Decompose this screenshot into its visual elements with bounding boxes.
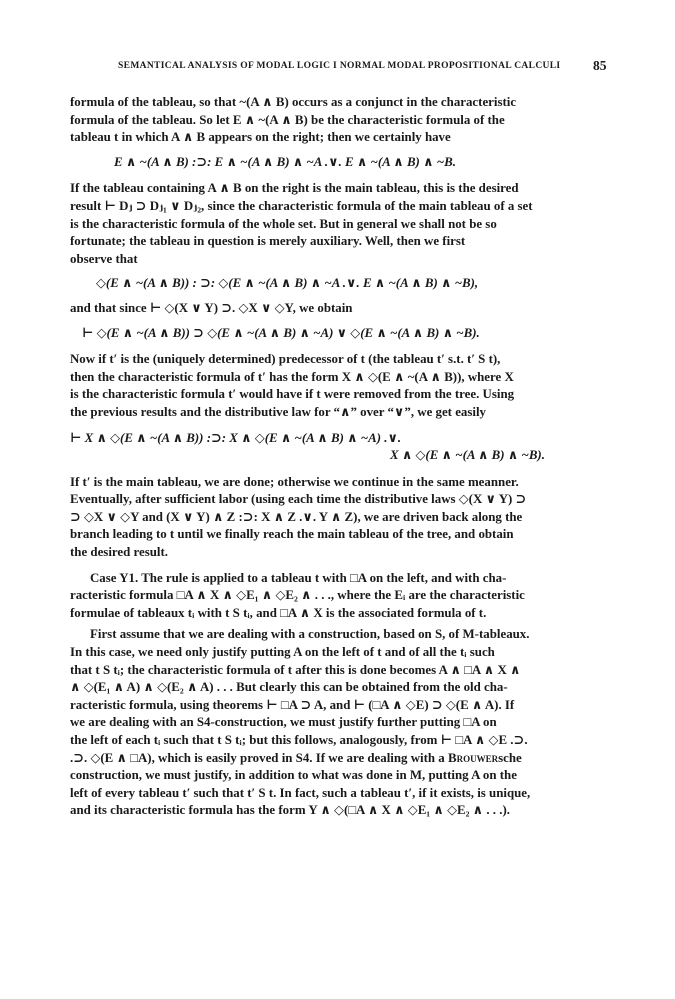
text-line: ∧ ◇(E₁ ∧ A) ∧ ◇(E₂ ∧ A) . . . But clearly this can be obtained from the old cha- [70,680,508,695]
text-line: is the characteristic formula of the whole set. But in general we shall not be so [70,216,497,231]
text-line: Now if t′ is the (uniquely determined) predecessor of t (the tableau t′ s.t. t′ S t), [70,352,501,367]
display-formula-5: X ∧ ◇(E ∧ ~(A ∧ B) ∧ ~B). [390,448,545,463]
text-line: result ⊢ Dⱼ ⊃ Dⱼ₁ ∨ Dⱼ₂, since the characteristic formula of the main tableau of a set [70,198,533,213]
paragraph-main-tableau [70,180,614,268]
text-fragment: sche [498,750,522,765]
text-line: If the tableau containing A ∧ B on the right is the main tableau, this is the desired [70,181,519,196]
text-line: racteristic formula, using theorems ⊢ □A ⊃ A, and ⊢ (□A ∧ ◇E) ⊃ ◇(E ∧ A). If [70,697,515,712]
paragraph-since [70,300,614,318]
text-fragment: .⊃. ◇(E ∧ □A), which is easily proved in S4. If we are dealing with a [70,750,448,765]
text-line: the left of each tᵢ such that t S tᵢ; but this follows, analogously, from ⊢ □A ∧ ◇E .⊃. [70,733,528,747]
running-head: SEMANTICAL ANALYSIS OF MODAL LOGIC I NORMAL MODAL PROPOSITIONAL CALCULI [118,61,561,71]
text-line: the previous results and the distributive law for “∧” over “∨”, we get easily [70,404,486,419]
text-line: branch leading to t until we finally reach the main tableau of the tree, and obtain [70,527,514,542]
text-line: formula of the tableau. So let E ∧ ~(A ∧ B) be the characteristic formula of the [70,112,505,127]
text-line-brouwer [70,750,614,768]
text-line: formula of the tableau, so that ~(A ∧ B) occurs as a conjunct in the characteristic [70,95,517,109]
paragraph-case-y1 [70,570,614,623]
paragraph-predecessor [70,351,614,421]
text-line: left of every tableau t′ such that t′ S t. In fact, such a tableau t′, if it exists, is unique, [70,785,531,800]
text-line: is the characteristic formula t′ would have if t were removed from the tree. Using [70,387,515,402]
text-line: racteristic formula □A ∧ X ∧ ◇E₁ ∧ ◇E₂ ∧ . . ., where the Eᵢ are the characteristic [70,588,525,603]
paragraph-m-tableaux [70,626,614,820]
paragraph-tableau-formula [70,94,614,147]
text-line: that t S tᵢ; the characteristic formula of t after this is done becomes A ∧ □A ∧ X ∧ [70,662,521,677]
text-line: ⊃ ◇X ∨ ◇Y and (X ∨ Y) ∧ Z :⊃: X ∧ Z .∨. Y ∧ Z), we are driven back along the [70,509,523,524]
text-line: In this case, we need only justify putting A on the left of t and of all the tᵢ such [70,645,495,660]
text-line: fortunate; the tableau in question is merely auxiliary. Well, then we first [70,234,466,249]
text-line: then the characteristic formula of t′ has the form X ∧ ◇(E ∧ ~(A ∧ B)), where X [70,369,514,384]
body-text [70,94,614,820]
brouwer-name: Brouwer [447,750,499,765]
display-formula-2: ◇(E ∧ ~(A ∧ B)) : ⊃: ◇(E ∧ ~(A ∧ B) ∧ ~A .∨. E ∧ ~(A ∧ B) ∧ ~B), [96,276,479,291]
display-formula-4: ⊢ X ∧ ◇(E ∧ ~(A ∧ B)) :⊃: X ∧ ◇(E ∧ ~(A ∧ B) ∧ ~A) .∨. [70,430,402,445]
text-line: Eventually, after sufficient labor (using each time the distributive laws ◇(X ∨ Y) ⊃ [70,492,527,507]
display-formula-3: ⊢ ◇(E ∧ ~(A ∧ B)) ⊃ ◇(E ∧ ~(A ∧ B) ∧ ~A) ∨ ◇(E ∧ ~(A ∧ B) ∧ ~B). [82,325,480,340]
text-line: observe that [70,251,138,266]
text-line: First assume that we are dealing with a construction, based on S, of M-tableaux. [90,627,530,642]
text-line: and its characteristic formula has the form Y ∧ ◇(□A ∧ X ∧ ◇E₁ ∧ ◇E₂ ∧ . . .). [70,803,510,818]
text-line: formulae of tableaux tᵢ with t S tᵢ, and □A ∧ X is the associated formula of t. [70,605,487,620]
text-line: the desired result. [70,545,168,560]
page-header [0,58,675,78]
paragraph-main-tableau-done [70,474,614,562]
text-line: Case Y1. The rule is applied to a tableau t with □A on the left, and with cha- [90,570,507,585]
display-formula-1: E ∧ ~(A ∧ B) :⊃: E ∧ ~(A ∧ B) ∧ ~A .∨. E ∧ ~(A ∧ B) ∧ ~B. [114,154,456,169]
text-line: tableau t in which A ∧ B appears on the right; then we certainly have [70,130,451,145]
text-line: If t′ is the main tableau, we are done; otherwise we continue in the same meanner. [70,474,519,489]
text-line: we are dealing with an S4-construction, we must justify further putting □A on [70,715,497,730]
text-line: construction, we must justify, in addition to what was done in M, putting A on the [70,768,517,783]
page-number: 85 [593,58,607,73]
text-line: and that since ⊢ ◇(X ∨ Y) ⊃. ◇X ∨ ◇Y, we obtain [70,300,353,315]
